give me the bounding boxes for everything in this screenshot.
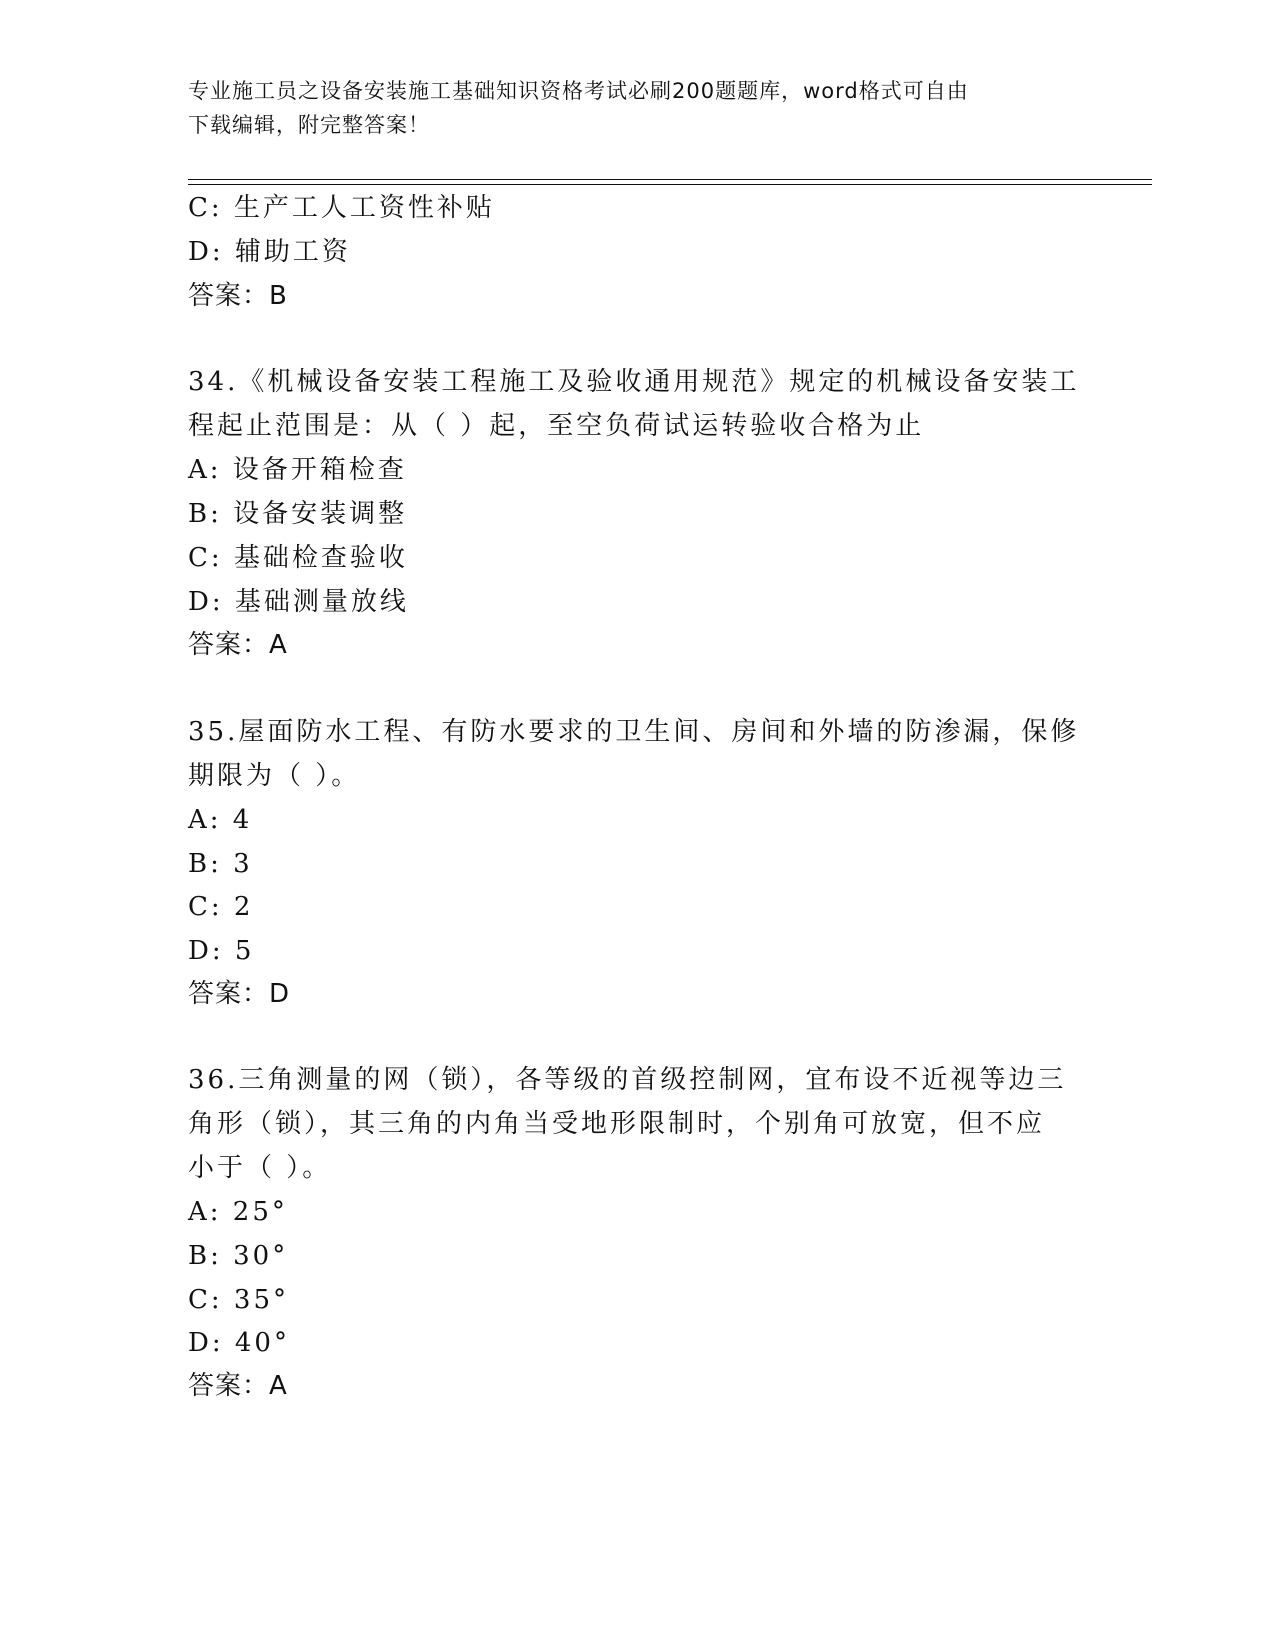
q36-stem-line-1: 36.三角测量的网（锁），各等级的首级控制网，宜布设不近视等边三 [188, 1065, 1067, 1095]
prev-option-c: C: 生产工人工资性补贴 [188, 193, 495, 223]
q35-option-c: C: 2 [188, 892, 254, 922]
document-header [188, 74, 1088, 142]
q35-stem-line-2: 期限为（ ）。 [188, 761, 361, 791]
q35-option-d: D: 5 [188, 936, 255, 966]
q34-answer: 答案：A [188, 630, 288, 660]
q34-option-b: B: 设备安装调整 [188, 499, 408, 529]
header-rule-bottom [188, 184, 1152, 185]
header-line-1: 专业施工员之设备安装施工基础知识资格考试必刷200题题库，word格式可自由 [188, 79, 969, 103]
q35-option-b: B: 3 [188, 849, 253, 879]
q34-option-d: D: 基础测量放线 [188, 587, 409, 617]
q35-stem-line-1: 35.屋面防水工程、有防水要求的卫生间、房间和外墙的防渗漏，保修 [188, 717, 1080, 747]
q36-option-d: D: 40° [188, 1328, 290, 1358]
q34-option-a: A: 设备开箱检查 [188, 455, 407, 485]
q34-stem-line-2: 程起止范围是：从（ ）起，至空负荷试运转验收合格为止 [188, 411, 925, 441]
q36-option-b: B: 30° [188, 1241, 289, 1271]
q35-option-a: A: 4 [188, 805, 253, 835]
prev-answer: 答案：B [188, 281, 288, 311]
q36-stem-line-3: 小于（ ）。 [188, 1153, 332, 1183]
q34-option-c: C: 基础检查验收 [188, 543, 408, 573]
q34-stem-line-1: 34.《机械设备安装工程施工及验收通用规范》规定的机械设备安装工 [188, 367, 1080, 397]
q35-answer: 答案：D [188, 979, 291, 1009]
header-rule-top [188, 179, 1152, 180]
q36-stem-line-2: 角形（锁），其三角的内角当受地形限制时，个别角可放宽，但不应 [188, 1109, 1046, 1139]
header-line-2: 下载编辑，附完整答案！ [188, 113, 430, 137]
q36-answer: 答案：A [188, 1371, 288, 1401]
q36-option-a: A: 25° [188, 1197, 288, 1227]
q36-option-c: C: 35° [188, 1285, 290, 1315]
prev-option-d: D: 辅助工资 [188, 237, 351, 267]
